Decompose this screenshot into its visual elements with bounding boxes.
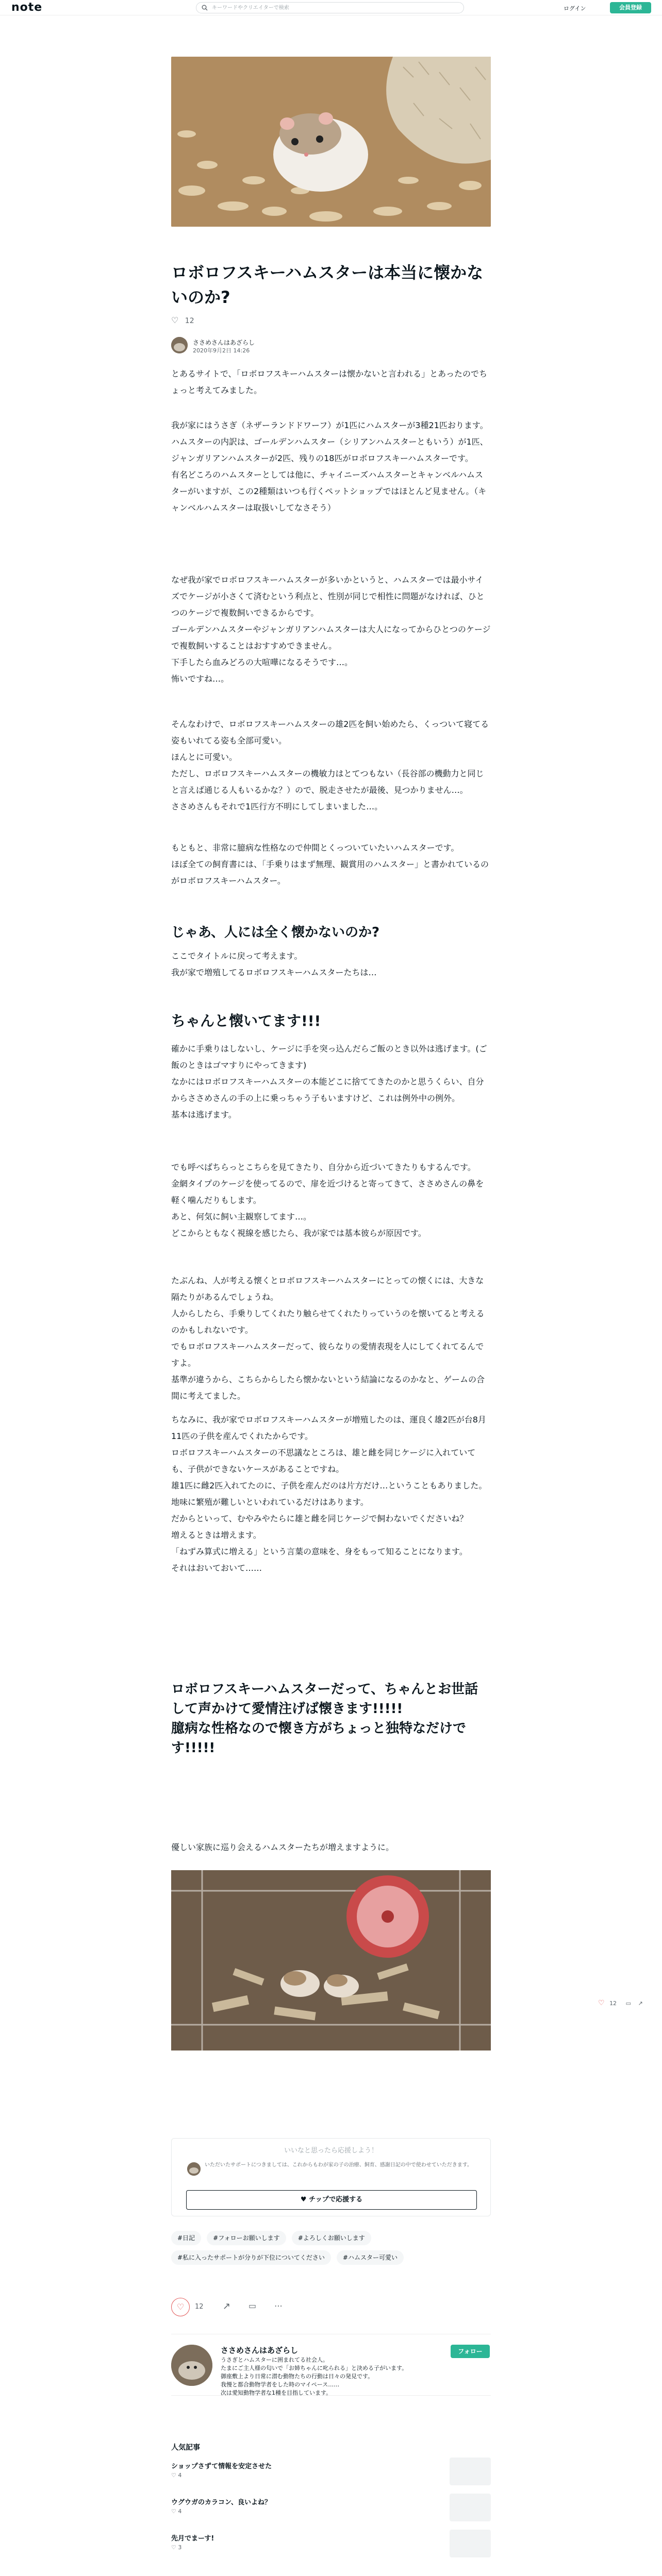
section-heading-answer: ちゃんと懐いてます!!! xyxy=(171,1012,321,1029)
floating-like xyxy=(598,1999,655,2011)
tag-item[interactable]: #日記 xyxy=(171,2231,201,2245)
search-placeholder: キーワードやクリエイターで検索 xyxy=(212,5,289,11)
paragraph-watching: でも呼べばちらっとこちらを見てきたり、自分から近づいてきたりもするんです。 金網タイプのケージを使ってるので、扉を近づけると寄ってきて、ささめさんの鼻を軽く噛んだりもします。 あと、何気に飼い主観察してます…。 どこからともなく視線を感じたら、我が家では基本彼らが原因です。 xyxy=(171,1162,484,1238)
popular-item[interactable] xyxy=(171,2458,491,2488)
like-row-top xyxy=(171,315,194,326)
tip-button[interactable] xyxy=(186,2190,477,2210)
author-name[interactable]: ささめさんはあざらし xyxy=(193,339,255,346)
popular-item-thumb xyxy=(450,2494,491,2521)
popular-item[interactable] xyxy=(171,2494,491,2524)
paragraph-breeding: ちなみに、我が家でロボロフスキーハムスターが増殖したのは、運良く雄2匹が台8月11匹の子供を産んでくれたからです。 ロボロフスキーハムスターの不思議なところは、雄と雌を同じケージに入れていても、子供ができないケースがあることですね。 雄1匹に雌2匹入れてたのに、子供を産んだのは片方だけ…ということもありました。 地味に繁殖が難しいといわれているだけはあります。 だからといって、むやみやたらに雄と雌を同じケージで飼わないでくださいね？ 増えるときは増えます。 「ねずみ算式に増える」という言葉の意味を、身をもって知ることになります。 それはおいておいて…… xyxy=(171,1415,487,1573)
like-count: 12 xyxy=(185,317,194,325)
signup-button[interactable]: 会員登録 xyxy=(610,2,651,13)
paragraph-escape: そんなわけで、ロボロフスキーハムスターの雄2匹を飼い始めたら、くっついて寝てる姿もいれてる姿も全部可愛い。 ほんとに可愛い。 ただし、ロボロフスキーハムスターの機敏力はとてつもない（長谷部の機動力と同じと言えば通じる人もいるかな？）ので、脱走させたが最後、見つかりません…。 ささめさんもそれで1匹行方不明にしてしまいました…。 xyxy=(171,719,489,811)
article-title: ロボロフスキーハムスターは本当に懐かないのか? xyxy=(171,263,484,307)
paragraph-definition: たぶんね、人が考える懐くとロボロフスキーハムスターにとっての懐くには、大きな隔たりがあるんでしょうね。 人からしたら、手乗りしてくれたり触らせてくれたりっていうのを懐いてると考えるのかもしれないです。 でもロボロフスキーハムスターだって、彼らなりの愛情表現を人にしてくれてるんですよ。 基準が違うから、こちらからしたら懐かないという結論になるのかなと、ゲームの合間に考えてました。 xyxy=(171,1276,485,1401)
author-card xyxy=(171,2334,491,2396)
note-logo[interactable]: note xyxy=(11,1,43,14)
popular-item-title[interactable]: ウグウガのカラコン、良いよね？ xyxy=(171,2499,271,2506)
author-header[interactable] xyxy=(171,335,377,355)
popular-item-thumb xyxy=(450,2530,491,2557)
share-icon[interactable]: ↗ xyxy=(638,2000,643,2007)
tip-button-label: チップで応援する xyxy=(309,2196,363,2204)
author-avatar[interactable] xyxy=(171,337,188,353)
floating-like-count: 12 xyxy=(609,2000,617,2007)
popular-item-likes: ♡ 3 xyxy=(171,2544,182,2551)
tag-item[interactable]: #私に入ったサポートが分りが下位についてください xyxy=(171,2250,331,2265)
tag-item[interactable]: #よろしくお願いします xyxy=(292,2231,371,2245)
popular-item[interactable] xyxy=(171,2530,491,2561)
popular-item-thumb xyxy=(450,2458,491,2485)
paragraph-why-robo: なぜ我が家でロボロフスキーハムスターが多いかというと、ハムスターでは最小サイズでケージが小さくて済むという利点と、性別が同じで相性に問題がなければ、ひとつのケージで複数飼いできるからです。 ゴールデンハムスターやジャンガリアンハムスターは大人になってからひとつのケージで複数飼いすることはおすすめできません。 下手したら血みどろの大喧嘩になるそうです…。 怖いですね…。 xyxy=(171,575,491,684)
paragraph-back-to-title: ここでタイトルに戻って考えます。 我が家で増殖してるロボロフスキーハムスターたちは… xyxy=(171,951,377,977)
follow-button[interactable]: フォロー xyxy=(451,2345,490,2358)
cage-photo xyxy=(171,1870,491,2050)
author-card-name[interactable]: ささめさんはあざらし xyxy=(221,2346,299,2355)
login-link[interactable]: ログイン xyxy=(564,5,586,12)
publish-date: 2020年9月2日 14:26 xyxy=(193,347,250,354)
section-heading-conclusion: ロボロフスキーハムスターだって、ちゃんとお世話して声かけて愛情注げば懐きます!!!!! 臆病な性格なので懐き方がちょっと独特なだけです!!!!! xyxy=(171,1682,478,1756)
comment-icon[interactable]: ▭ xyxy=(625,2000,631,2007)
heart-filled-icon: ♥ xyxy=(300,2196,307,2204)
hero-image xyxy=(171,57,491,227)
tag-item[interactable]: #フォローお願いします xyxy=(207,2231,286,2245)
paragraph-closing: 優しい家族に巡り会えるハムスターたちが増えますように。 xyxy=(171,1842,394,1852)
paragraph-pets: 我が家にはうさぎ（ネザーランドドワーフ）が1匹にハムスターが3種21匹おります。 ハムスターの内訳は、ゴールデンハムスター（シリアンハムスターともいう）が1匹、ジャンガリアンハムスターが2匹、残りの18匹がロボロフスキーハムスターです。 有名どころのハムスターとしては他に、チャイニーズハムスターとキャンベルハムスターがいますが、この2種類はいつも行くペットショップではほとんど見ません。（キャンベルハムスターは取扱いしてなさそう） xyxy=(171,420,488,513)
more-icon[interactable]: ⋯ xyxy=(274,2301,283,2311)
heart-icon[interactable]: ♡ xyxy=(171,315,179,325)
heart-icon[interactable]: ♡ xyxy=(598,1999,605,2007)
section-heading-question: じゃあ、人には全く懐かないのか? xyxy=(171,925,380,940)
support-avatar xyxy=(187,2162,201,2176)
like-button[interactable] xyxy=(171,2298,190,2316)
popular-item-title[interactable]: ショップさずて情報を安定させた xyxy=(171,2463,272,2470)
tag-item[interactable]: #ハムスター可愛い xyxy=(337,2250,404,2265)
paragraph-intro: とあるサイトで、「ロボロフスキーハムスターは懐かないと言われる」とあったのでちょっと考えてみました。 xyxy=(171,369,487,395)
paragraph-not-handtame: 確かに手乗りはしないし、ケージに手を突っ込んだらご飯のとき以外は逃げます。(ご飯のときはゴマすりにやってきます) なかにはロボロフスキーハムスターの本能どこに捨ててきたのかと思うくらい、自分からささめさんの手の上に乗っちゃう子もいますけど、これは例外中の例外。 基本は逃げます。 xyxy=(171,1044,487,1120)
popular-item-title[interactable]: 先月でまーす! xyxy=(171,2535,214,2543)
search-input[interactable] xyxy=(196,2,464,13)
popular-item-likes: ♡ 4 xyxy=(171,2508,182,2515)
paragraph-timid: もともと、非常に臆病な性格なので仲間とくっついていたいハムスターです。 ほぼ全ての飼育書には、「手乗りはまず無理、観賞用のハムスター」と書かれているのがロボロフスキーハムスター。 xyxy=(171,843,489,886)
search-icon xyxy=(202,5,208,11)
popular-heading: 人気記事 xyxy=(171,2444,200,2452)
heart-icon: ♡ xyxy=(176,2302,185,2312)
support-box xyxy=(171,2138,491,2216)
author-card-bio: うさぎとハムスターに囲まれてる社会人。 たまにご主人様の匂いで「お姉ちゃんに叱られる」と決める子がいます。 御座敷上より日常に潜む動物たちの行動は日々の発見です。 我慢と都合動物学者をした時のマイペース…… 次は愛知動物学者な1種を目指しています。 xyxy=(221,2357,408,2396)
share-icon[interactable]: ↗ xyxy=(223,2301,231,2312)
top-bar xyxy=(0,0,662,15)
tag-list xyxy=(171,2231,491,2270)
author-card-avatar[interactable] xyxy=(171,2345,212,2386)
popular-item-likes: ♡ 4 xyxy=(171,2472,182,2479)
comment-icon[interactable]: ▭ xyxy=(249,2301,257,2311)
action-bar xyxy=(171,2298,491,2318)
support-note: いただいたサポートにつきましては、これからもわが家の子の治療、飼育、感謝日記の中で使わせていただきます。 xyxy=(205,2162,472,2168)
like-count: 12 xyxy=(195,2303,204,2311)
support-lead: いいなと思ったら応援しよう！ xyxy=(284,2147,378,2155)
